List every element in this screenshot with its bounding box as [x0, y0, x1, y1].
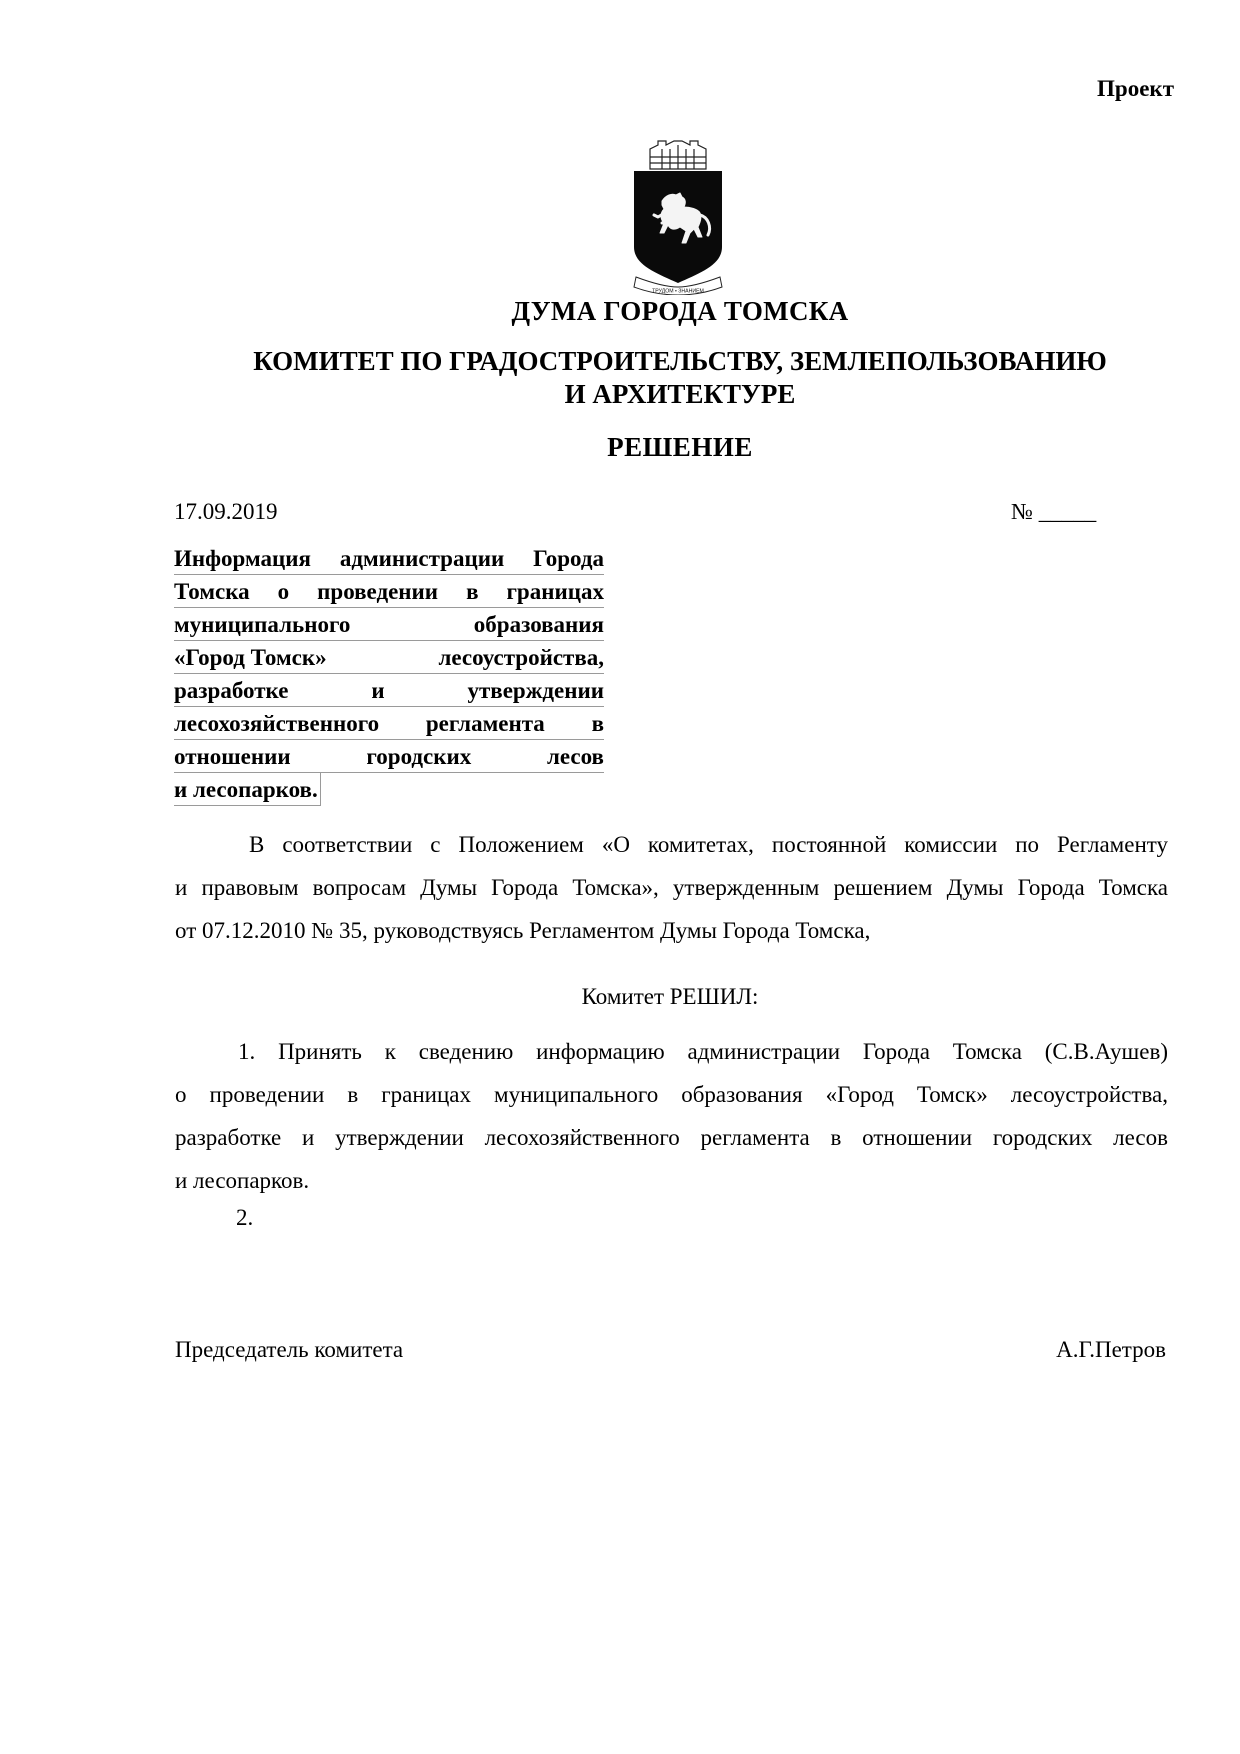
preamble-line: В соответствии с Положением «О комитетах, постоянной комиссии по Регламенту	[249, 832, 1168, 857]
item-line-last: и лесопарков.	[175, 1168, 310, 1193]
emblem-motto: ТРУДОМ • ЗНАНИЕМ	[652, 288, 704, 295]
resolution-item-2: 2.	[236, 1205, 254, 1230]
subject-line: «Город Томск» лесоустройства,	[174, 641, 604, 674]
document-number: № _____	[1011, 499, 1097, 524]
resolved-heading: Комитет РЕШИЛ:	[581, 984, 759, 1009]
subject-line: отношении городских лесов	[174, 740, 604, 773]
document-subject	[174, 542, 604, 806]
item-line: разработке и утверждении лесохозяйственного регламента в отношении городских лесов	[175, 1125, 1168, 1150]
preamble-line: и правовым вопросам Думы Города Томска», утвержденным решением Думы Города Томска	[175, 875, 1168, 900]
committee-title	[0, 345, 1240, 411]
tomsk-coat-of-arms-icon	[628, 137, 728, 295]
committee-title-line-1: КОМИТЕТ ПО ГРАДОСТРОИТЕЛЬСТВУ, ЗЕМЛЕПОЛЬЗОВАНИЮ	[253, 346, 1107, 376]
item-line: о проведении в границах муниципального образования «Город Томск» лесоустройства,	[175, 1082, 1168, 1107]
committee-title-line-2: И АРХИТЕКТУРЕ	[564, 379, 796, 409]
subject-line: муниципального образования	[174, 608, 604, 641]
preamble-line-last: от 07.12.2010 № 35, руководствуясь Регламентом Думы Города Томска,	[175, 918, 871, 943]
document-type: РЕШЕНИЕ	[607, 432, 753, 462]
preamble-paragraph	[175, 823, 1168, 952]
document-date: 17.09.2019	[174, 499, 278, 524]
subject-line: разработке и утверждении	[174, 674, 604, 707]
subject-line-last: и лесопарков.	[174, 773, 321, 806]
signature-role: Председатель комитета	[175, 1337, 404, 1362]
resolution-item-1	[175, 1030, 1168, 1202]
signature-name: А.Г.Петров	[1056, 1337, 1166, 1362]
item-line: 1. Принять к сведению информацию администрации Города Томска (С.В.Аушев)	[238, 1039, 1168, 1064]
subject-line: лесохозяйственного регламента в	[174, 707, 604, 740]
draft-label: Проект	[1097, 76, 1174, 101]
subject-line: Информация администрации Города	[174, 542, 604, 575]
subject-line: Томска о проведении в границах	[174, 575, 604, 608]
organization-title: ДУМА ГОРОДА ТОМСКА	[511, 296, 849, 326]
